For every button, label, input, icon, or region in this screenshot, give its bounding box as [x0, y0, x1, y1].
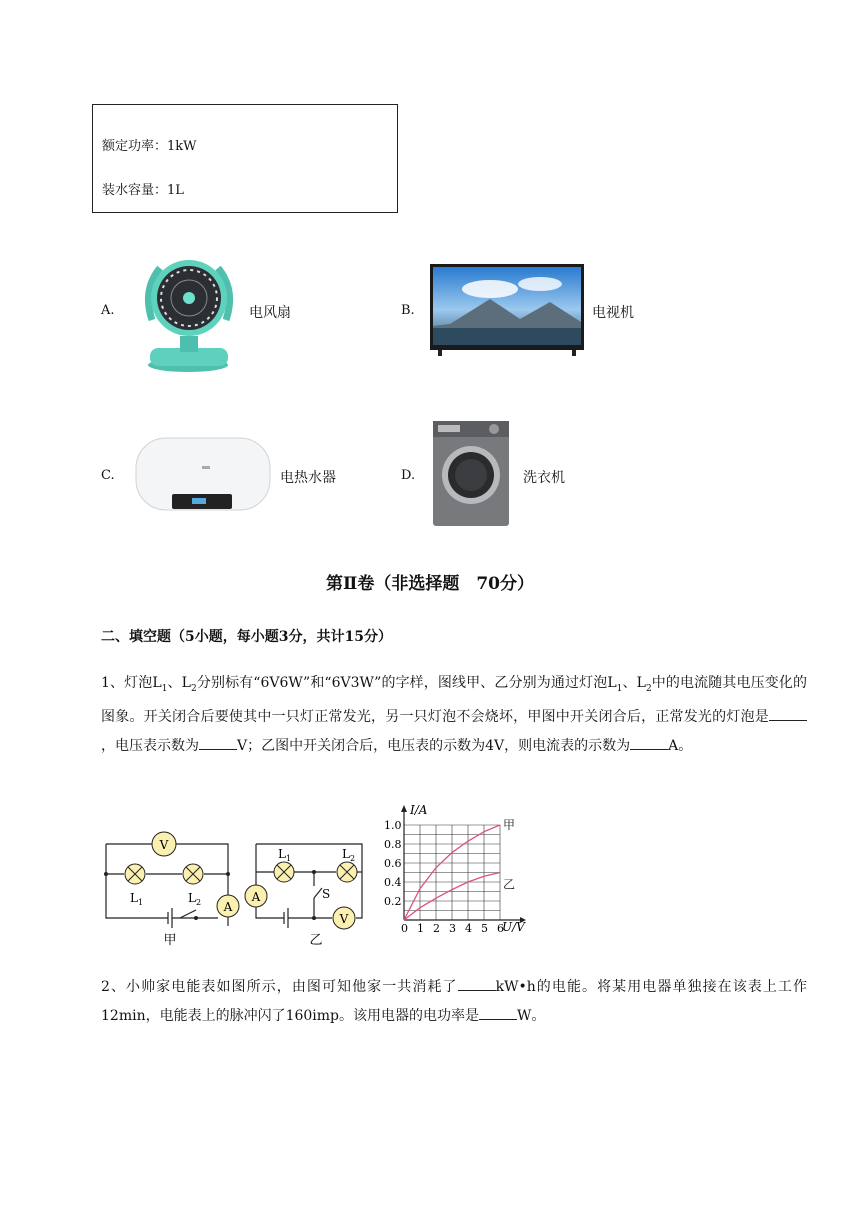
- y-tick-label: 0.8: [384, 838, 402, 851]
- option-a-letter: A.: [101, 303, 115, 318]
- x-axis-label: U/V: [502, 920, 525, 934]
- voltmeter-label: V: [339, 912, 349, 926]
- q1-sub: 1: [161, 683, 168, 694]
- ammeter-label: A: [251, 890, 261, 904]
- lamp-2-label: $L_2$: [342, 847, 356, 863]
- lamp-1-label: $L_1$: [278, 847, 292, 863]
- y-tick-label: 0.6: [384, 857, 402, 870]
- series-label: 乙: [503, 877, 516, 892]
- x-tick-label: 5: [481, 922, 488, 935]
- q2-text: 2、小帅家电能表如图所示，由图可知他家一共消耗了: [101, 979, 458, 995]
- q2-text: W。: [517, 1007, 546, 1024]
- q1-text: 、L: [167, 675, 191, 691]
- lamp-2-label: $L_2$: [188, 891, 202, 907]
- y-tick-label: 0.2: [384, 895, 402, 908]
- q1-text: A。: [668, 737, 693, 754]
- option-c-label: 电热水器: [280, 470, 336, 486]
- electric-fan-icon: [140, 250, 240, 374]
- option-c-letter: C.: [101, 468, 115, 483]
- x-tick-label: 3: [449, 922, 456, 935]
- circuit-jia-diagram: [100, 826, 245, 950]
- water-capacity-text: 装水容量：1L: [102, 183, 184, 198]
- circuit-jia-caption: 甲: [163, 933, 177, 948]
- option-b-letter: B.: [401, 303, 415, 318]
- current-voltage-chart: [380, 800, 530, 940]
- television-icon: [430, 264, 585, 356]
- option-d-label: 洗衣机: [523, 470, 565, 486]
- spec-box: [92, 104, 398, 213]
- rated-power-text: 额定功率：1kW: [102, 139, 197, 154]
- q2-text: kW•h的电能。将某用电器单独接在该表上工作12min，电能表上的脉冲闪了160imp。该用电器的电功率是: [101, 979, 807, 1024]
- q1-text: 1、灯泡L: [101, 675, 162, 691]
- ammeter-label: A: [223, 900, 233, 914]
- x-tick-label: 6: [497, 922, 504, 935]
- q1-text: ，电压表示数为: [101, 737, 199, 754]
- option-b-label: 电视机: [592, 305, 634, 321]
- circuit-yi-caption: 乙: [309, 933, 323, 948]
- x-tick-label: 2: [433, 922, 440, 935]
- x-tick-label: 1: [417, 922, 424, 935]
- option-d-letter: D.: [401, 468, 416, 483]
- answer-blank[interactable]: [630, 735, 668, 750]
- y-tick-label: 1.0: [384, 819, 402, 832]
- y-tick-label: 0.4: [384, 876, 402, 889]
- option-a-label: 电风扇: [249, 305, 291, 321]
- part-heading: 二、填空题（5小题，每小题3分，共计15分）: [101, 629, 392, 645]
- q1-sub: 1: [616, 683, 623, 694]
- q1-sub: 2: [645, 683, 652, 694]
- question-2: [101, 973, 807, 1030]
- lamp-1-label: $L_1$: [130, 891, 144, 907]
- x-tick-label: 4: [465, 922, 472, 935]
- y-axis-label: I/A: [410, 803, 428, 817]
- y-axis-arrow: [401, 805, 407, 812]
- question-1: [101, 669, 807, 760]
- series-label: 甲: [503, 818, 516, 832]
- washing-machine-icon: [432, 420, 510, 527]
- answer-blank[interactable]: [199, 735, 237, 750]
- q1-text: 分别标有“6V6W”和“6V3W”的字样，图线甲、乙分别为通过灯泡L: [196, 675, 617, 691]
- section-title: 第Ⅱ卷（非选择题 70分）: [326, 574, 534, 594]
- answer-blank[interactable]: [458, 976, 496, 991]
- q1-text: 、L: [622, 675, 646, 691]
- switch-label: S: [322, 887, 331, 901]
- electric-water-heater-icon: [134, 436, 272, 514]
- voltmeter-label: V: [159, 838, 169, 852]
- x-tick-label: 0: [401, 922, 408, 935]
- q1-sub: 2: [190, 683, 197, 694]
- q1-text: V；乙图中开关闭合后，电压表的示数为4V，则电流表的示数为: [237, 737, 631, 754]
- circuit-yi-diagram: [244, 836, 380, 950]
- q1-text: 中的电流随其电压变化的图象。开关闭合后要使其中一只灯正常发光，另一只灯泡不会烧坏，甲图中开关闭合后，正常发光的灯泡是: [101, 675, 808, 726]
- answer-blank[interactable]: [769, 706, 807, 721]
- answer-blank[interactable]: [479, 1005, 517, 1020]
